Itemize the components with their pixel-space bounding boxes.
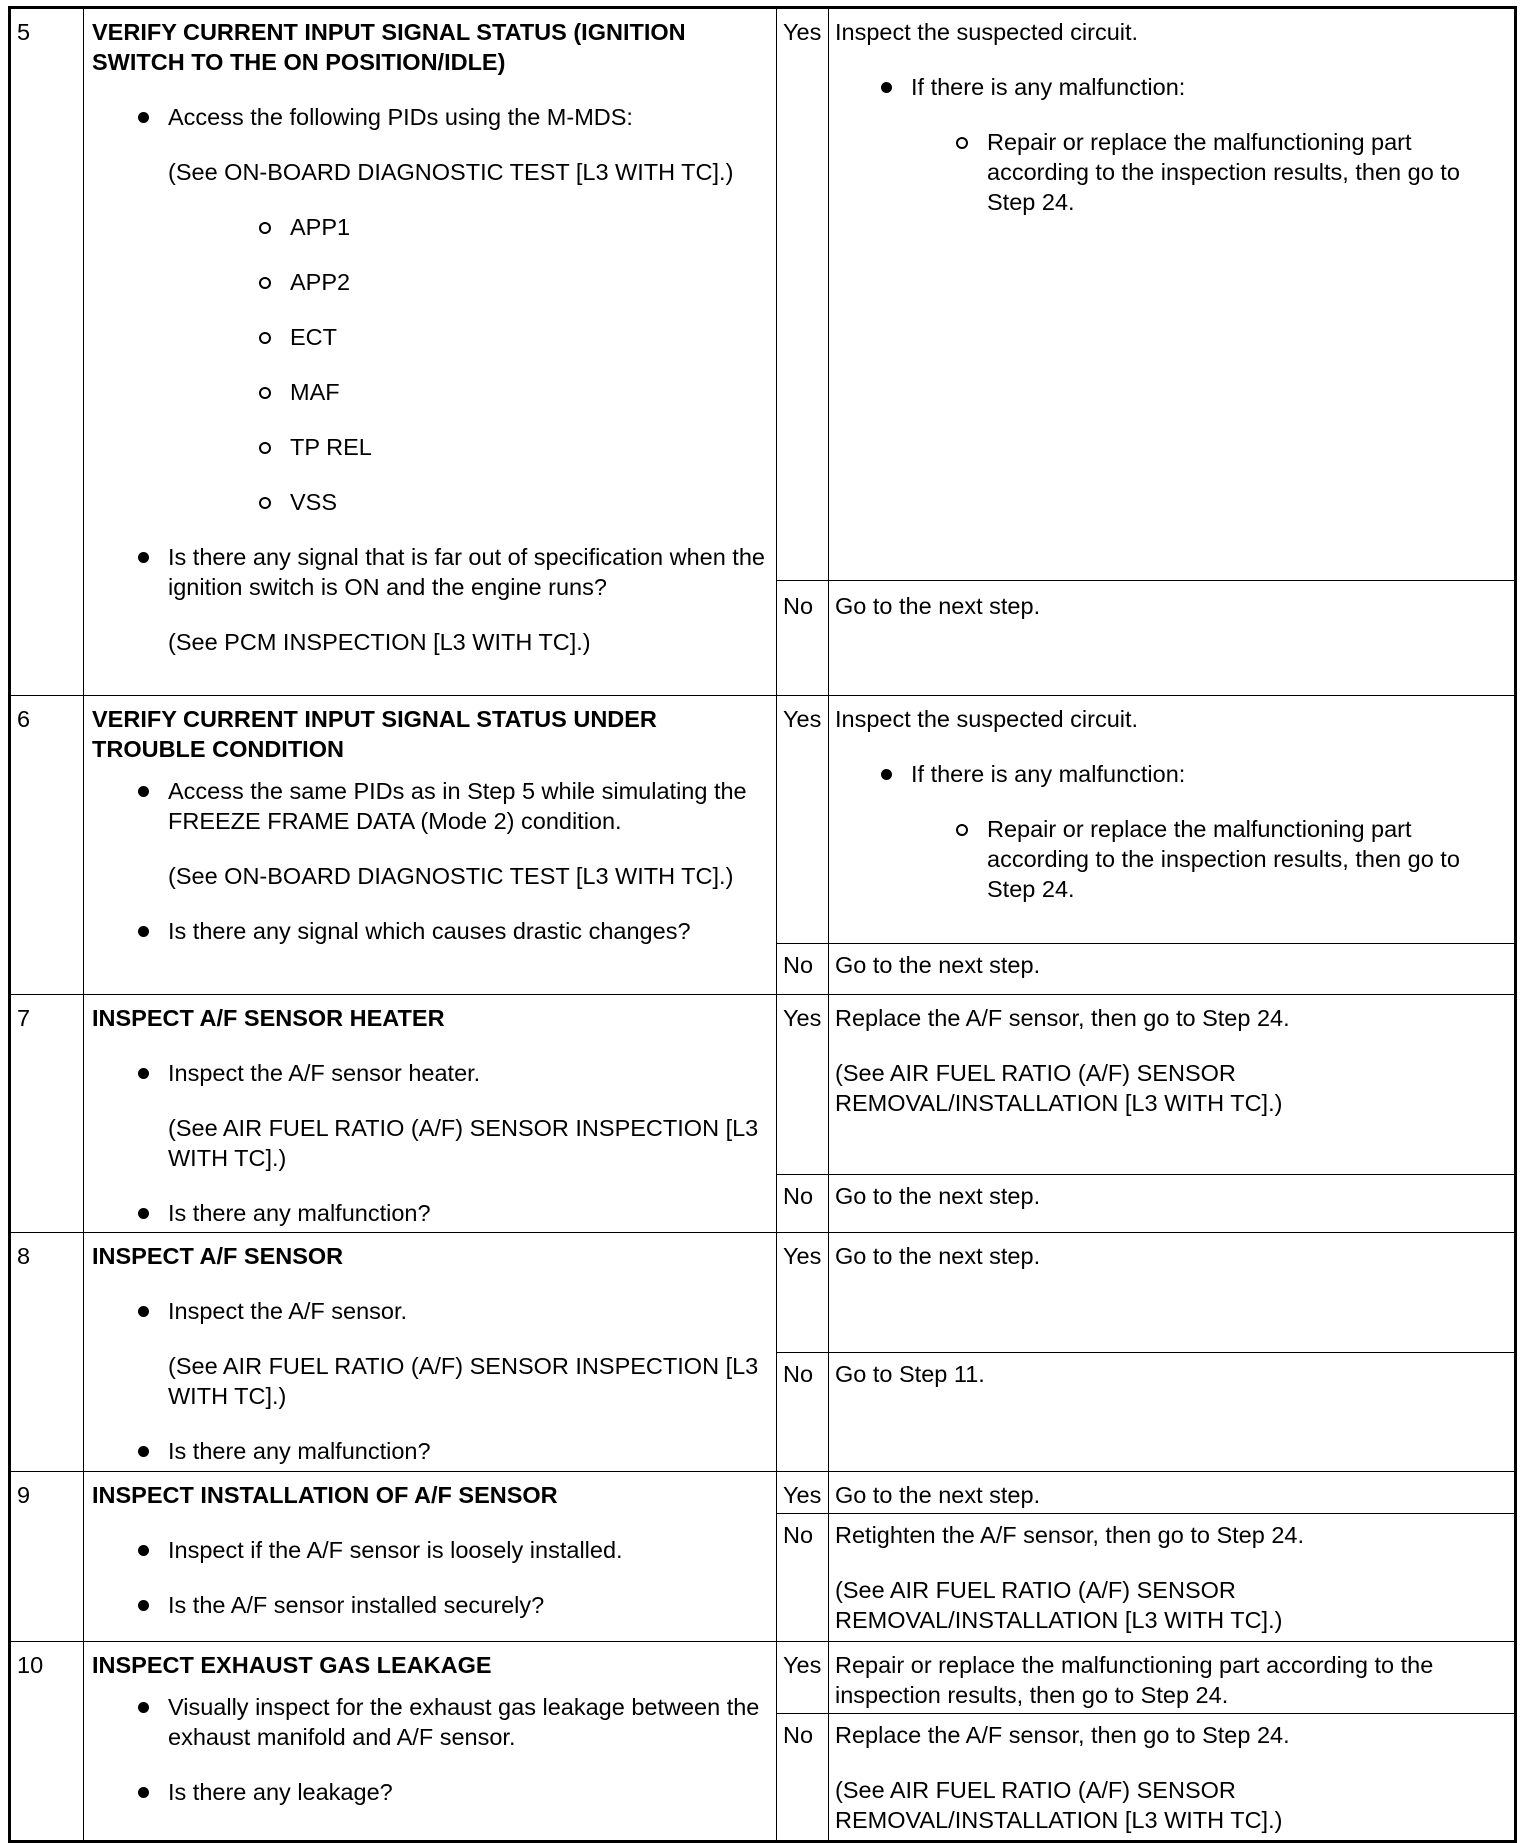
list-item xyxy=(168,776,770,891)
no-label: No xyxy=(777,1714,829,1842)
step-title: INSPECT INSTALLATION OF A/F SENSOR xyxy=(92,1482,558,1508)
no-result xyxy=(829,1514,1516,1642)
sub-list xyxy=(911,127,1506,217)
no-result: Go to the next step. xyxy=(829,581,1516,696)
reference-note: (See ON-BOARD DIAGNOSTIC TEST [L3 WITH TC].) xyxy=(168,159,734,185)
action-list xyxy=(92,1058,770,1228)
no-result: Go to Step 11. xyxy=(829,1353,1516,1472)
step-title: VERIFY CURRENT INPUT SIGNAL STATUS (IGNITION SWITCH TO THE ON POSITION/IDLE) xyxy=(92,19,686,75)
reference-note: (See AIR FUEL RATIO (A/F) SENSOR REMOVAL/INSTALLATION [L3 WITH TC].) xyxy=(835,1777,1283,1833)
no-result: Go to the next step. xyxy=(829,1174,1516,1233)
result-text: Replace the A/F sensor, then go to Step 24. xyxy=(835,1722,1290,1748)
reference-note: (See AIR FUEL RATIO (A/F) SENSOR REMOVAL/INSTALLATION [L3 WITH TC].) xyxy=(835,1060,1283,1116)
bullet-text: Inspect the A/F sensor heater. xyxy=(168,1060,481,1086)
no-label: No xyxy=(777,1174,829,1233)
pid-item: ECT xyxy=(290,322,770,352)
action-list xyxy=(92,102,770,187)
no-result: Go to the next step. xyxy=(829,944,1516,995)
list-item xyxy=(168,1590,770,1620)
action-list xyxy=(92,542,770,657)
bullet-text: Access the following PIDs using the M-MDS: xyxy=(168,104,633,130)
yes-result: Repair or replace the malfunctioning part according to the inspection results, then go to Step 24. xyxy=(829,1642,1516,1714)
no-label: No xyxy=(777,1514,829,1642)
list-item xyxy=(168,1777,770,1807)
step-title: INSPECT EXHAUST GAS LEAKAGE xyxy=(92,1652,492,1678)
yes-label: Yes xyxy=(777,696,829,944)
yes-result: Go to the next step. xyxy=(829,1472,1516,1514)
result-list xyxy=(835,759,1506,904)
step-10-row xyxy=(10,1642,1516,1714)
yes-label: Yes xyxy=(777,8,829,581)
step-7-row xyxy=(10,995,1516,1175)
bullet-text: Is there any leakage? xyxy=(168,1779,393,1805)
step-title: INSPECT A/F SENSOR HEATER xyxy=(92,1005,445,1031)
pid-list xyxy=(92,212,770,517)
yes-label: Yes xyxy=(777,1233,829,1353)
reference-note: (See ON-BOARD DIAGNOSTIC TEST [L3 WITH TC].) xyxy=(168,863,734,889)
list-item xyxy=(911,72,1506,217)
reference-note: (See AIR FUEL RATIO (A/F) SENSOR INSPECTION [L3 WITH TC].) xyxy=(168,1353,759,1409)
pid-item: VSS xyxy=(290,487,770,517)
yes-label: Yes xyxy=(777,995,829,1175)
yes-result xyxy=(829,696,1516,944)
bullet-text: Inspect if the A/F sensor is loosely installed. xyxy=(168,1537,623,1563)
step-number: 10 xyxy=(10,1642,84,1842)
step-number: 5 xyxy=(10,8,84,696)
pid-item: APP2 xyxy=(290,267,770,297)
bullet-text: Is there any malfunction? xyxy=(168,1438,431,1464)
sub-list xyxy=(911,814,1506,904)
bullet-text: If there is any malfunction: xyxy=(911,74,1186,100)
list-item xyxy=(168,1058,770,1173)
reference-note: (See AIR FUEL RATIO (A/F) SENSOR INSPECTION [L3 WITH TC].) xyxy=(168,1115,759,1171)
list-item xyxy=(168,916,770,946)
no-result xyxy=(829,1714,1516,1842)
step-action xyxy=(84,8,777,696)
bullet-text: Is there any signal that is far out of specification when the ignition switch is ON and the engine runs? xyxy=(168,544,765,600)
no-label: No xyxy=(777,944,829,995)
result-text: Retighten the A/F sensor, then go to Step 24. xyxy=(835,1522,1305,1548)
step-action xyxy=(84,1233,777,1472)
list-item xyxy=(168,102,770,187)
list-item xyxy=(168,1296,770,1411)
step-8-row xyxy=(10,1233,1516,1353)
list-item xyxy=(168,1198,770,1228)
list-item xyxy=(168,1535,770,1565)
step-number: 6 xyxy=(10,696,84,995)
yes-label: Yes xyxy=(777,1472,829,1514)
action-list xyxy=(92,1535,770,1620)
bullet-text: Visually inspect for the exhaust gas leakage between the exhaust manifold and A/F sensor. xyxy=(168,1694,760,1750)
yes-result xyxy=(829,995,1516,1175)
reference-note: (See AIR FUEL RATIO (A/F) SENSOR REMOVAL/INSTALLATION [L3 WITH TC].) xyxy=(835,1577,1283,1633)
bullet-text: If there is any malfunction: xyxy=(911,761,1186,787)
step-action xyxy=(84,1642,777,1842)
diagnostic-procedure-table xyxy=(8,6,1514,1835)
list-item xyxy=(168,1436,770,1466)
step-5-row xyxy=(10,8,1516,581)
step-action xyxy=(84,696,777,995)
sub-item: Repair or replace the malfunctioning part according to the inspection results, then go to Step 24. xyxy=(987,127,1506,217)
bullet-text: Inspect the A/F sensor. xyxy=(168,1298,408,1324)
list-item xyxy=(168,1692,770,1752)
step-number: 7 xyxy=(10,995,84,1233)
step-title: INSPECT A/F SENSOR xyxy=(92,1243,344,1269)
step-number: 8 xyxy=(10,1233,84,1472)
step-9-row xyxy=(10,1472,1516,1514)
pid-item: TP REL xyxy=(290,432,770,462)
no-label: No xyxy=(777,1353,829,1472)
step-6-row xyxy=(10,696,1516,944)
sub-item: Repair or replace the malfunctioning part according to the inspection results, then go to Step 24. xyxy=(987,814,1506,904)
list-item xyxy=(168,542,770,657)
bullet-text: Is there any signal which causes drastic changes? xyxy=(168,918,691,944)
bullet-text: Access the same PIDs as in Step 5 while simulating the FREEZE FRAME DATA (Mode 2) condition. xyxy=(168,778,747,834)
bullet-text: Is there any malfunction? xyxy=(168,1200,431,1226)
action-list xyxy=(92,1296,770,1466)
step-action xyxy=(84,1472,777,1642)
result-text: Inspect the suspected circuit. xyxy=(835,706,1139,732)
yes-result: Go to the next step. xyxy=(829,1233,1516,1353)
result-list xyxy=(835,72,1506,217)
pid-item: APP1 xyxy=(290,212,770,242)
step-action xyxy=(84,995,777,1233)
yes-result xyxy=(829,8,1516,581)
pid-item: MAF xyxy=(290,377,770,407)
bullet-text: Is the A/F sensor installed securely? xyxy=(168,1592,545,1618)
step-title: VERIFY CURRENT INPUT SIGNAL STATUS UNDER TROUBLE CONDITION xyxy=(92,706,657,762)
yes-label: Yes xyxy=(777,1642,829,1714)
no-label: No xyxy=(777,581,829,696)
step-number: 9 xyxy=(10,1472,84,1642)
action-list xyxy=(92,1692,770,1807)
result-text: Inspect the suspected circuit. xyxy=(835,19,1139,45)
reference-note: (See PCM INSPECTION [L3 WITH TC].) xyxy=(168,629,591,655)
list-item xyxy=(911,759,1506,904)
action-list xyxy=(92,776,770,946)
result-text: Replace the A/F sensor, then go to Step 24. xyxy=(835,1005,1290,1031)
